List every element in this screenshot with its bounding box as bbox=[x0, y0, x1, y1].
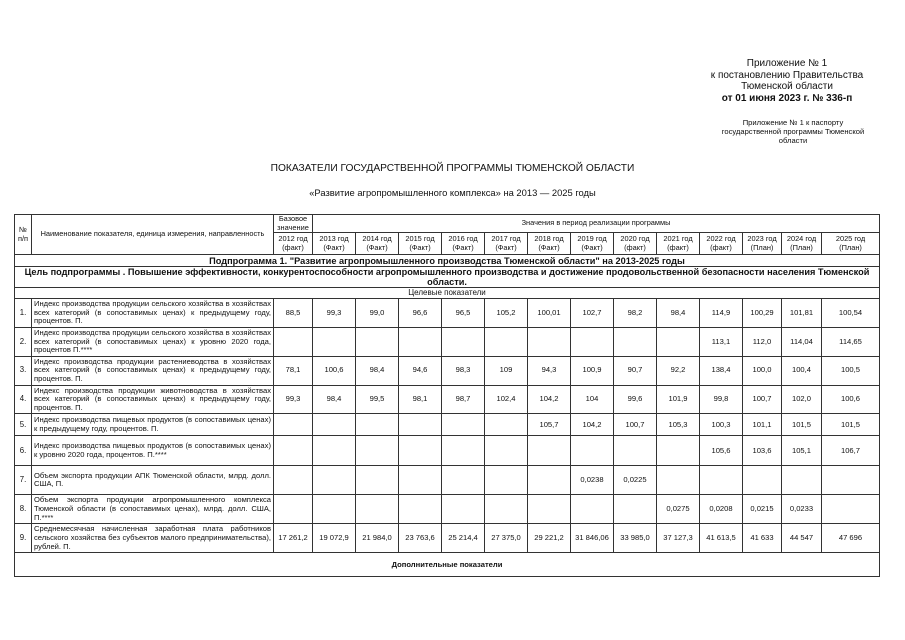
value-cell bbox=[274, 328, 313, 357]
row-number: 8. bbox=[15, 495, 32, 524]
value-cell: 33 985,0 bbox=[614, 524, 657, 553]
value-cell: 98,7 bbox=[442, 385, 485, 414]
value-cell bbox=[485, 495, 528, 524]
indicators-table bbox=[14, 214, 880, 577]
value-cell: 37 127,3 bbox=[657, 524, 700, 553]
value-cell bbox=[614, 495, 657, 524]
value-cell: 0,0238 bbox=[571, 466, 614, 495]
value-cell: 100,6 bbox=[313, 356, 356, 385]
indicator-name: Объем экспорта продукции АПК Тюменской области, млрд. долл. США, П. bbox=[32, 466, 274, 495]
value-cell: 104,2 bbox=[571, 414, 614, 436]
appendix-header bbox=[702, 58, 872, 104]
value-cell: 0,0233 bbox=[782, 495, 822, 524]
year-label: 2018 год bbox=[534, 234, 564, 244]
value-cell bbox=[657, 466, 700, 495]
year-label: 2016 год bbox=[448, 234, 478, 244]
indicator-name: Индекс производства продукции животноводства в хозяйствах всех категорий (в сопоставимых ценах) к предыдущему году, процентов. П. bbox=[32, 385, 274, 414]
year-type-label: (Факт) bbox=[495, 242, 517, 252]
value-cell bbox=[700, 466, 743, 495]
col-number-header: № п/п bbox=[15, 215, 32, 255]
value-cell: 98,2 bbox=[614, 299, 657, 328]
value-cell bbox=[274, 466, 313, 495]
indicator-name: Индекс производства продукции сельского хозяйства в хозяйствах всех категорий (в сопоставимых ценах) к уровню 2020 года, процентов П.**** bbox=[32, 328, 274, 357]
value-cell bbox=[822, 466, 880, 495]
value-cell: 0,0275 bbox=[657, 495, 700, 524]
value-cell: 113,1 bbox=[700, 328, 743, 357]
value-cell: 100,4 bbox=[782, 356, 822, 385]
value-cell bbox=[528, 436, 571, 466]
year-label: 2013 год bbox=[319, 234, 349, 244]
year-type-label: (План) bbox=[790, 242, 813, 252]
year-type-label: (факт) bbox=[624, 242, 646, 252]
year-header bbox=[657, 233, 700, 255]
value-cell: 41 613,5 bbox=[700, 524, 743, 553]
value-cell: 101,81 bbox=[782, 299, 822, 328]
value-cell: 92,2 bbox=[657, 356, 700, 385]
year-label: 2020 год bbox=[620, 234, 650, 244]
value-cell: 99,3 bbox=[274, 385, 313, 414]
value-cell bbox=[528, 466, 571, 495]
year-header bbox=[528, 233, 571, 255]
value-cell: 44 547 bbox=[782, 524, 822, 553]
value-cell: 99,0 bbox=[356, 299, 399, 328]
value-cell: 100,9 bbox=[571, 356, 614, 385]
value-cell bbox=[528, 328, 571, 357]
table-row bbox=[15, 414, 880, 436]
year-type-label: (План) bbox=[750, 242, 774, 252]
value-cell: 98,4 bbox=[356, 356, 399, 385]
year-type-label: (План) bbox=[839, 242, 862, 252]
value-cell bbox=[485, 436, 528, 466]
value-cell: 96,5 bbox=[442, 299, 485, 328]
year-type-label: (Факт) bbox=[409, 242, 431, 252]
value-cell bbox=[743, 466, 782, 495]
row-number: 6. bbox=[15, 436, 32, 466]
value-cell: 102,4 bbox=[485, 385, 528, 414]
value-cell bbox=[657, 328, 700, 357]
value-cell bbox=[782, 466, 822, 495]
indicator-name: Индекс производства пищевых продуктов (в сопоставимых ценах) к предыдущему году, процентов. П. bbox=[32, 414, 274, 436]
value-cell bbox=[657, 436, 700, 466]
year-type-label: (факт) bbox=[710, 242, 732, 252]
row-number: 2. bbox=[15, 328, 32, 357]
target-indicators-row bbox=[15, 288, 880, 299]
value-cell: 100,01 bbox=[528, 299, 571, 328]
col-base-header: Базовое значение bbox=[274, 215, 313, 233]
value-cell: 96,6 bbox=[399, 299, 442, 328]
value-cell bbox=[614, 436, 657, 466]
value-cell bbox=[442, 414, 485, 436]
value-cell: 0,0215 bbox=[743, 495, 782, 524]
table-row bbox=[15, 436, 880, 466]
value-cell bbox=[313, 495, 356, 524]
year-type-label: (Факт) bbox=[452, 242, 474, 252]
value-cell: 114,65 bbox=[822, 328, 880, 357]
value-cell: 19 072,9 bbox=[313, 524, 356, 553]
year-label: 2021 год bbox=[663, 234, 693, 244]
value-cell: 0,0208 bbox=[700, 495, 743, 524]
value-cell: 105,3 bbox=[657, 414, 700, 436]
table-row bbox=[15, 299, 880, 328]
passport-note: Приложение № 1 к паспорту государственной программы Тюменской области bbox=[721, 118, 865, 145]
year-label: 2015 год bbox=[405, 234, 435, 244]
value-cell: 102,0 bbox=[782, 385, 822, 414]
value-cell: 47 696 bbox=[822, 524, 880, 553]
row-number: 1. bbox=[15, 299, 32, 328]
value-cell: 101,1 bbox=[743, 414, 782, 436]
table-row bbox=[15, 385, 880, 414]
page-title: ПОКАЗАТЕЛИ ГОСУДАРСТВЕННОЙ ПРОГРАММЫ ТЮМЕНСКОЙ ОБЛАСТИ bbox=[270, 163, 635, 174]
value-cell: 138,4 bbox=[700, 356, 743, 385]
value-cell: 102,7 bbox=[571, 299, 614, 328]
value-cell bbox=[313, 414, 356, 436]
value-cell bbox=[528, 495, 571, 524]
value-cell bbox=[485, 328, 528, 357]
year-type-label: (факт) bbox=[282, 242, 304, 252]
indicator-name: Среднемесячная начисленная заработная плата работников сельского хозяйства без субъектов малого предпринимательства), рублей. П. bbox=[32, 524, 274, 553]
value-cell: 23 763,6 bbox=[399, 524, 442, 553]
value-cell: 21 984,0 bbox=[356, 524, 399, 553]
appendix-line: Тюменской области bbox=[741, 81, 833, 92]
value-cell: 27 375,0 bbox=[485, 524, 528, 553]
value-cell: 100,3 bbox=[700, 414, 743, 436]
indicator-name: Индекс производства продукции растениеводства в хозяйствах всех категорий (в сопоставимых ценах) к предыдущему году, процентов. П. bbox=[32, 356, 274, 385]
value-cell bbox=[442, 328, 485, 357]
year-header bbox=[399, 233, 442, 255]
value-cell bbox=[485, 466, 528, 495]
value-cell bbox=[399, 495, 442, 524]
indicator-name: Объем экспорта продукции агропромышленного комплекса Тюменской области (в сопоставимых ценах), млрд. долл. США, П.**** bbox=[32, 495, 274, 524]
value-cell: 105,7 bbox=[528, 414, 571, 436]
indicator-name: Индекс производства продукции сельского хозяйства в хозяйствах всех категорий (в сопоставимых ценах) к предыдущему году, процентов. П. bbox=[32, 299, 274, 328]
value-cell: 100,7 bbox=[743, 385, 782, 414]
value-cell: 0,0225 bbox=[614, 466, 657, 495]
value-cell: 104,2 bbox=[528, 385, 571, 414]
value-cell: 104 bbox=[571, 385, 614, 414]
year-type-label: (Факт) bbox=[366, 242, 388, 252]
appendix-date: от 01 июня 2023 г. № 336-п bbox=[721, 92, 853, 104]
value-cell: 31 846,06 bbox=[571, 524, 614, 553]
value-cell: 29 221,2 bbox=[528, 524, 571, 553]
value-cell: 109 bbox=[485, 356, 528, 385]
value-cell: 114,04 bbox=[782, 328, 822, 357]
target-indicators-label: Целевые показатели bbox=[15, 288, 880, 299]
value-cell bbox=[399, 414, 442, 436]
value-cell: 41 633 bbox=[743, 524, 782, 553]
value-cell bbox=[571, 328, 614, 357]
value-cell: 101,5 bbox=[782, 414, 822, 436]
value-cell: 94,3 bbox=[528, 356, 571, 385]
value-cell: 94,6 bbox=[399, 356, 442, 385]
year-header bbox=[571, 233, 614, 255]
value-cell bbox=[399, 436, 442, 466]
value-cell bbox=[274, 495, 313, 524]
row-number: 7. bbox=[15, 466, 32, 495]
value-cell bbox=[571, 495, 614, 524]
value-cell bbox=[485, 414, 528, 436]
additional-indicators-label: Дополнительные показатели bbox=[15, 553, 880, 577]
year-header bbox=[782, 233, 822, 255]
value-cell: 105,6 bbox=[700, 436, 743, 466]
value-cell bbox=[274, 436, 313, 466]
value-cell: 100,54 bbox=[822, 299, 880, 328]
value-cell bbox=[356, 495, 399, 524]
value-cell bbox=[822, 495, 880, 524]
value-cell: 100,5 bbox=[822, 356, 880, 385]
year-label: 2023 год bbox=[747, 234, 777, 244]
value-cell: 100,7 bbox=[614, 414, 657, 436]
value-cell: 100,0 bbox=[743, 356, 782, 385]
value-cell: 98,3 bbox=[442, 356, 485, 385]
year-label: 2014 год bbox=[362, 234, 392, 244]
value-cell: 25 214,4 bbox=[442, 524, 485, 553]
page-subtitle: «Развитие агропромышленного комплекса» на 2013 — 2025 годы bbox=[309, 187, 596, 198]
col-name-header: Наименование показателя, единица измерения, направленность bbox=[32, 215, 274, 255]
value-cell bbox=[399, 328, 442, 357]
row-number: 3. bbox=[15, 356, 32, 385]
value-cell: 99,6 bbox=[614, 385, 657, 414]
value-cell bbox=[313, 436, 356, 466]
value-cell: 101,5 bbox=[822, 414, 880, 436]
value-cell bbox=[399, 466, 442, 495]
col-period-header: Значения в период реализации программы bbox=[313, 215, 880, 233]
year-type-label: (Факт) bbox=[538, 242, 560, 252]
value-cell: 99,5 bbox=[356, 385, 399, 414]
year-type-label: (факт) bbox=[667, 242, 689, 252]
year-header bbox=[274, 233, 313, 255]
year-label: 2019 год bbox=[577, 234, 607, 244]
year-type-label: (Факт) bbox=[581, 242, 603, 252]
appendix-line: к постановлению Правительства bbox=[710, 69, 864, 81]
value-cell bbox=[442, 436, 485, 466]
appendix-line: Приложение № 1 bbox=[746, 58, 828, 69]
value-cell: 114,9 bbox=[700, 299, 743, 328]
value-cell: 88,5 bbox=[274, 299, 313, 328]
year-header bbox=[356, 233, 399, 255]
year-label: 2022 год bbox=[706, 234, 736, 244]
row-number: 4. bbox=[15, 385, 32, 414]
value-cell: 105,1 bbox=[782, 436, 822, 466]
table-row bbox=[15, 356, 880, 385]
table-row bbox=[15, 328, 880, 357]
subprogram-title: Подпрограмма 1. "Развитие агропромышленного производства Тюменской области" на 2013-2025 годы bbox=[15, 255, 880, 267]
value-cell: 100,29 bbox=[743, 299, 782, 328]
table-row bbox=[15, 495, 880, 524]
year-header bbox=[822, 233, 880, 255]
value-cell bbox=[442, 466, 485, 495]
year-type-label: (Факт) bbox=[323, 242, 345, 252]
value-cell: 98,4 bbox=[657, 299, 700, 328]
year-header bbox=[313, 233, 356, 255]
value-cell bbox=[313, 328, 356, 357]
value-cell: 98,4 bbox=[313, 385, 356, 414]
year-label: 2017 год bbox=[491, 234, 521, 244]
value-cell bbox=[313, 466, 356, 495]
value-cell bbox=[356, 328, 399, 357]
additional-indicators-row bbox=[15, 553, 880, 577]
table-row bbox=[15, 466, 880, 495]
value-cell: 103,6 bbox=[743, 436, 782, 466]
value-cell bbox=[614, 328, 657, 357]
year-label: 2024 год bbox=[786, 234, 817, 244]
value-cell: 90,7 bbox=[614, 356, 657, 385]
value-cell bbox=[356, 436, 399, 466]
value-cell: 112,0 bbox=[743, 328, 782, 357]
value-cell bbox=[274, 414, 313, 436]
value-cell bbox=[571, 436, 614, 466]
year-header bbox=[614, 233, 657, 255]
value-cell bbox=[356, 414, 399, 436]
year-header bbox=[743, 233, 782, 255]
year-header bbox=[485, 233, 528, 255]
value-cell bbox=[356, 466, 399, 495]
value-cell: 100,6 bbox=[822, 385, 880, 414]
value-cell: 106,7 bbox=[822, 436, 880, 466]
value-cell: 98,1 bbox=[399, 385, 442, 414]
value-cell: 99,3 bbox=[313, 299, 356, 328]
year-label: 2012 год bbox=[278, 234, 308, 244]
subprogram-row bbox=[15, 255, 880, 267]
goal-row bbox=[15, 267, 880, 288]
table-row bbox=[15, 524, 880, 553]
value-cell: 17 261,2 bbox=[274, 524, 313, 553]
indicator-name: Индекс производства пищевых продуктов (в сопоставимых ценах) к уровню 2020 года, процентов. П.**** bbox=[32, 436, 274, 466]
year-header bbox=[700, 233, 743, 255]
year-header bbox=[442, 233, 485, 255]
value-cell: 99,8 bbox=[700, 385, 743, 414]
value-cell: 101,9 bbox=[657, 385, 700, 414]
value-cell: 78,1 bbox=[274, 356, 313, 385]
value-cell bbox=[442, 495, 485, 524]
year-label: 2025 год bbox=[835, 234, 866, 244]
value-cell: 105,2 bbox=[485, 299, 528, 328]
row-number: 9. bbox=[15, 524, 32, 553]
row-number: 5. bbox=[15, 414, 32, 436]
goal-text: Цель подпрограммы . Повышение эффективности, конкурентоспособности агропромышленного производства и достижение продовольственной безопасности населения Тюменской области. bbox=[15, 267, 880, 288]
